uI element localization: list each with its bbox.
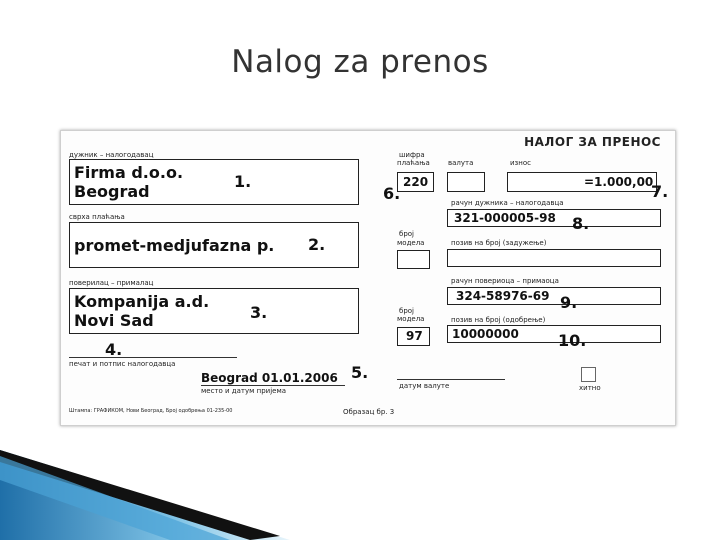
payee-account-field[interactable] [447, 287, 661, 312]
payee-model-label: број [399, 307, 414, 315]
purpose-value: promet-medjufazna p. [74, 236, 275, 255]
amount-label: износ [510, 159, 531, 167]
payee-model-value: 97 [406, 329, 423, 343]
value-date-line [397, 379, 505, 380]
amount-field[interactable] [507, 172, 657, 192]
marker-8: 8. [572, 214, 590, 233]
payer-model-label: број [399, 230, 414, 238]
marker-7: 7. [651, 182, 669, 201]
urgent-label: хитно [579, 384, 601, 392]
payer-model-field[interactable] [397, 250, 430, 269]
slide-title: Nalog za prenos [231, 44, 489, 80]
payer-name: Firma d.o.o. [74, 163, 184, 182]
payee-name: Kompanija a.d. [74, 292, 210, 311]
currency-field[interactable] [447, 172, 485, 192]
payee-account-label: рачун повериоца – примаоца [451, 277, 559, 285]
payee-city: Novi Sad [74, 311, 154, 330]
payee-reference-value: 10000000 [452, 327, 519, 341]
payment-order-form [60, 130, 676, 426]
payee-field[interactable] [69, 288, 359, 334]
payee-reference-label: позив на број (одобрење) [451, 316, 546, 324]
marker-10: 10. [558, 331, 587, 350]
payer-account-field[interactable] [447, 209, 661, 233]
payee-model-field[interactable] [397, 327, 430, 346]
payer-model-label-2: модела [397, 239, 425, 247]
marker-4: 4. [105, 340, 123, 359]
currency-label: валута [448, 159, 474, 167]
marker-5: 5. [351, 363, 369, 382]
payment-code-label: шифра [399, 151, 425, 159]
payer-city: Beograd [74, 182, 150, 201]
payee-model-label-2: модела [397, 315, 425, 323]
signature-label: печат и потпис налогодавца [69, 360, 176, 368]
marker-3: 3. [250, 303, 268, 322]
payer-account-label: рачун дужника – налогодавца [451, 199, 564, 207]
signature-line [69, 357, 237, 358]
payer-field[interactable] [69, 159, 359, 205]
form-title: НАЛОГ ЗА ПРЕНОС [524, 135, 661, 149]
payee-account-value: 324-58976-69 [456, 289, 550, 303]
marker-2: 2. [308, 235, 326, 254]
amount-value: =1.000,00 [584, 175, 654, 189]
marker-6: 6. [383, 184, 401, 203]
place-date-label: место и датум пријема [201, 387, 287, 395]
marker-9: 9. [560, 293, 578, 312]
purpose-label: сврха плаћања [69, 213, 125, 221]
place-date-value: Beograd 01.01.2006 [201, 371, 338, 385]
purpose-field[interactable] [69, 222, 359, 268]
value-date-label: датум валуте [399, 382, 450, 390]
payer-account-value: 321-000005-98 [454, 211, 556, 225]
payee-label: поверилац – прималац [69, 279, 154, 287]
payment-code-label-2: плаћања [397, 159, 430, 167]
printer-info: Штампа: ГРАФИКОМ, Нови Београд, Број одобрења 01-235-00 [69, 408, 233, 414]
place-date-line [201, 385, 345, 386]
payee-reference-field[interactable] [447, 325, 661, 350]
payment-code-field[interactable] [397, 172, 434, 192]
payer-reference-field[interactable] [447, 249, 661, 267]
payer-reference-label: позив на број (задужење) [451, 239, 547, 247]
marker-1: 1. [234, 172, 252, 191]
urgent-checkbox[interactable] [581, 367, 596, 382]
slide-decoration [0, 450, 720, 540]
payer-label: дужник – налогодавац [69, 151, 154, 159]
payment-code-value: 220 [403, 175, 429, 189]
form-number: Образац бр. 3 [343, 408, 395, 416]
